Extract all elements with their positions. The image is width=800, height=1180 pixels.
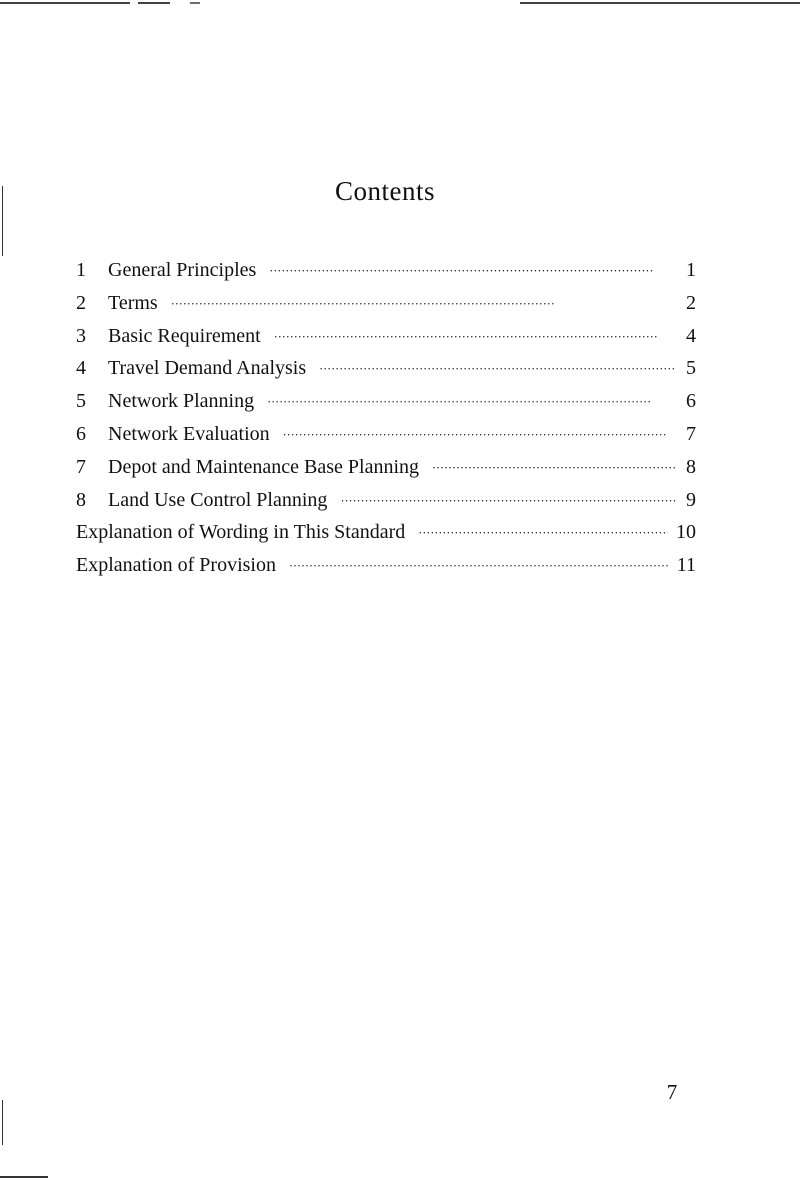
scan-edge-left xyxy=(2,1100,3,1145)
toc-entry-page: 4 xyxy=(686,324,696,347)
toc-entry-title: Network Planning xyxy=(108,390,255,413)
toc-entry-page: 11 xyxy=(676,554,696,577)
toc-entry-number: 5 xyxy=(76,390,86,413)
toc-dot-leader xyxy=(268,393,676,409)
toc-entry-number: 7 xyxy=(76,455,86,478)
toc-dot-leader xyxy=(341,492,676,508)
toc-entry-number: 2 xyxy=(76,291,86,314)
toc-entry-number: 1 xyxy=(76,259,86,281)
toc-entry-title: General Principles xyxy=(108,259,257,281)
toc-dot-leader xyxy=(284,426,676,442)
toc-entry-page: 5 xyxy=(686,357,696,380)
toc-entry-title: Explanation of Wording in This Standard xyxy=(76,521,406,544)
toc-entry-title: Travel Demand Analysis xyxy=(108,357,307,380)
toc-entry[interactable] xyxy=(76,357,696,390)
page-number: 7 xyxy=(666,1080,678,1104)
toc-entry-page: 7 xyxy=(686,422,696,445)
toc-entry-number: 4 xyxy=(76,357,86,380)
toc-dot-leader xyxy=(320,360,676,376)
toc-entry[interactable] xyxy=(76,292,696,325)
toc-entry-title: Depot and Maintenance Base Planning xyxy=(108,455,420,478)
toc-entry[interactable] xyxy=(76,489,696,522)
toc-entry-title: Explanation of Provision xyxy=(76,554,276,577)
toc-entry[interactable] xyxy=(76,554,696,587)
toc-entry[interactable] xyxy=(76,390,696,423)
toc-entry-page: 10 xyxy=(676,521,696,544)
toc-entry-number: 6 xyxy=(76,422,86,445)
page-title: Contents xyxy=(334,176,435,206)
toc-entry-page: 6 xyxy=(686,390,696,413)
toc-entry-title: Terms xyxy=(108,291,158,314)
toc-entry-page: 2 xyxy=(686,291,696,314)
toc-dot-leader xyxy=(290,557,669,573)
toc-entry[interactable] xyxy=(76,423,696,456)
toc-entry[interactable] xyxy=(76,456,696,489)
toc-dot-leader xyxy=(433,459,676,475)
toc-dot-leader xyxy=(419,524,668,540)
toc-entry-title: Network Evaluation xyxy=(108,422,270,445)
toc-entry-title: Basic Requirement xyxy=(108,324,261,347)
toc-entry-number: 3 xyxy=(76,324,86,347)
toc-dot-leader xyxy=(172,295,676,311)
scan-edge-top xyxy=(0,2,800,4)
toc-entry-number: 8 xyxy=(76,488,86,511)
table-of-contents xyxy=(76,259,696,587)
toc-entry[interactable] xyxy=(76,325,696,358)
toc-entry[interactable] xyxy=(76,259,696,292)
toc-entry-page: 1 xyxy=(686,259,696,281)
toc-entry[interactable] xyxy=(76,521,696,554)
toc-dot-leader xyxy=(275,328,676,344)
scan-edge-bottom xyxy=(0,1176,48,1178)
toc-dot-leader xyxy=(270,262,676,278)
toc-entry-page: 8 xyxy=(686,455,696,478)
toc-entry-title: Land Use Control Planning xyxy=(108,488,328,511)
toc-entry-page: 9 xyxy=(686,488,696,511)
